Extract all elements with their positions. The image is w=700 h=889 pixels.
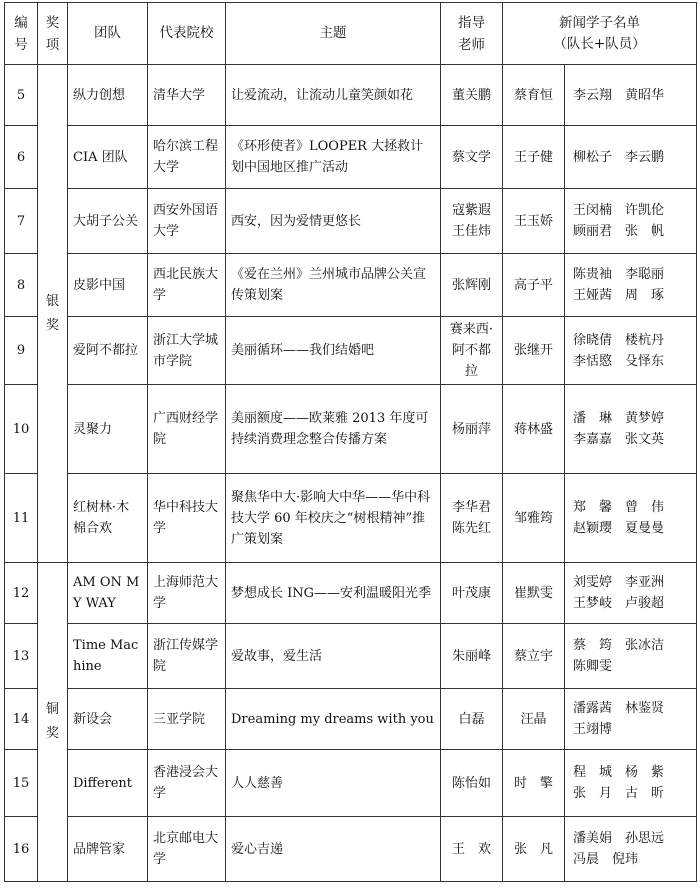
row-num: 6 bbox=[5, 126, 38, 189]
row-theme: 西安，因为爱情更悠长 bbox=[226, 189, 441, 254]
row-teacher: 张辉刚 bbox=[441, 254, 503, 317]
row-leader: 邹雅筠 bbox=[503, 474, 565, 563]
row-theme: 《环形使者》LOOPER 大拯救计划中国地区推广活动 bbox=[226, 126, 441, 189]
row-school: 香港浸会大学 bbox=[148, 750, 226, 817]
header-teacher: 指导老师 bbox=[441, 3, 503, 65]
row-leader: 张 凡 bbox=[503, 817, 565, 882]
table-row bbox=[5, 563, 697, 624]
row-school: 上海师范大学 bbox=[148, 563, 226, 624]
row-leader: 蒋林盛 bbox=[503, 385, 565, 474]
row-teacher: 寇紫遐 王佳炜 bbox=[441, 189, 503, 254]
row-num: 10 bbox=[5, 385, 38, 474]
row-num: 8 bbox=[5, 254, 38, 317]
table-row bbox=[5, 317, 697, 385]
row-teacher: 李华君 陈先红 bbox=[441, 474, 503, 563]
table-row bbox=[5, 126, 697, 189]
row-theme: 梦想成长 ING——安利温暖阳光季 bbox=[226, 563, 441, 624]
header-row bbox=[5, 3, 697, 65]
row-theme: 美丽额度——欧莱雅 2013 年度可持续消费理念整合传播方案 bbox=[226, 385, 441, 474]
header-num: 编号 bbox=[5, 3, 38, 65]
row-leader: 蔡育恒 bbox=[503, 65, 565, 126]
row-theme: 爱心吉递 bbox=[226, 817, 441, 882]
row-leader: 蔡立宇 bbox=[503, 624, 565, 689]
row-theme: 爱故事，爱生活 bbox=[226, 624, 441, 689]
table-row bbox=[5, 65, 697, 126]
row-members: 郑 馨 曾 伟 赵颖璎 夏曼曼 bbox=[565, 474, 697, 563]
row-members: 刘雯婷 李亚洲 王梦岐 卢骏超 bbox=[565, 563, 697, 624]
table-row bbox=[5, 689, 697, 750]
row-members: 王闵楠 许凯伦 顾丽君 张 帆 bbox=[565, 189, 697, 254]
row-leader: 王子健 bbox=[503, 126, 565, 189]
row-theme: Dreaming my dreams with you bbox=[226, 689, 441, 750]
row-team: 灵聚力 bbox=[68, 385, 148, 474]
row-num: 9 bbox=[5, 317, 38, 385]
header-team: 团队 bbox=[68, 3, 148, 65]
header-students-title: 新闻学子名单 bbox=[559, 14, 640, 31]
row-num: 11 bbox=[5, 474, 38, 563]
row-num: 5 bbox=[5, 65, 38, 126]
row-num: 13 bbox=[5, 624, 38, 689]
award-silver: 银奖 bbox=[38, 65, 68, 563]
row-num: 12 bbox=[5, 563, 38, 624]
row-team: 大胡子公关 bbox=[68, 189, 148, 254]
row-teacher: 叶茂康 bbox=[441, 563, 503, 624]
header-theme: 主题 bbox=[226, 3, 441, 65]
row-num: 14 bbox=[5, 689, 38, 750]
row-members: 李云翔 黄昭华 bbox=[565, 65, 697, 126]
row-school: 北京邮电大学 bbox=[148, 817, 226, 882]
row-leader: 张继开 bbox=[503, 317, 565, 385]
table-row bbox=[5, 385, 697, 474]
row-teacher: 朱丽峰 bbox=[441, 624, 503, 689]
row-school: 华中科技大学 bbox=[148, 474, 226, 563]
table-row bbox=[5, 750, 697, 817]
row-teacher: 白磊 bbox=[441, 689, 503, 750]
table-row bbox=[5, 817, 697, 882]
row-members: 程 城 杨 紫 张 月 古 昕 bbox=[565, 750, 697, 817]
table-row bbox=[5, 624, 697, 689]
row-team: Different bbox=[68, 750, 148, 817]
row-team: 爱阿不都拉 bbox=[68, 317, 148, 385]
row-team: 纵力创想 bbox=[68, 65, 148, 126]
header-school: 代表院校 bbox=[148, 3, 226, 65]
row-team: Time Machine bbox=[68, 624, 148, 689]
row-school: 哈尔滨工程大学 bbox=[148, 126, 226, 189]
row-teacher: 蔡文学 bbox=[441, 126, 503, 189]
row-members: 徐晓倩 楼杭丹 李恬愍 殳怿东 bbox=[565, 317, 697, 385]
row-members: 陈贵袖 李聪丽 王娅茜 周 琢 bbox=[565, 254, 697, 317]
row-teacher: 杨丽萍 bbox=[441, 385, 503, 474]
row-school: 清华大学 bbox=[148, 65, 226, 126]
row-members: 蔡 筠 张冰洁 陈卿雯 bbox=[565, 624, 697, 689]
row-team: CIA 团队 bbox=[68, 126, 148, 189]
row-team: AM ON MY WAY bbox=[68, 563, 148, 624]
row-theme: 《爱在兰州》兰州城市品牌公关宣传策划案 bbox=[226, 254, 441, 317]
row-team: 新设会 bbox=[68, 689, 148, 750]
award-bronze: 铜奖 bbox=[38, 563, 68, 882]
row-leader: 汪晶 bbox=[503, 689, 565, 750]
row-members: 潘露茜 林鉴贤 王翊博 bbox=[565, 689, 697, 750]
row-leader: 时 擎 bbox=[503, 750, 565, 817]
row-members: 柳松子 李云鹏 bbox=[565, 126, 697, 189]
row-teacher: 陈怡如 bbox=[441, 750, 503, 817]
header-students-sub: （队长+队员） bbox=[553, 35, 646, 52]
row-leader: 崔默雯 bbox=[503, 563, 565, 624]
table-row bbox=[5, 474, 697, 563]
row-leader: 高子平 bbox=[503, 254, 565, 317]
row-teacher: 赛来西·阿不都拉 bbox=[441, 317, 503, 385]
header-award: 奖项 bbox=[38, 3, 68, 65]
row-school: 西北民族大学 bbox=[148, 254, 226, 317]
row-school: 浙江传媒学院 bbox=[148, 624, 226, 689]
header-students bbox=[503, 3, 697, 65]
table-row bbox=[5, 254, 697, 317]
award-table bbox=[4, 2, 697, 882]
row-members: 潘美娟 孙思远 冯晨 倪玮 bbox=[565, 817, 697, 882]
row-school: 西安外国语大学 bbox=[148, 189, 226, 254]
row-num: 16 bbox=[5, 817, 38, 882]
row-school: 广西财经学院 bbox=[148, 385, 226, 474]
row-school: 浙江大学城市学院 bbox=[148, 317, 226, 385]
row-team: 品牌管家 bbox=[68, 817, 148, 882]
row-num: 15 bbox=[5, 750, 38, 817]
row-members: 潘 琳 黄梦婷 李嘉嘉 张文英 bbox=[565, 385, 697, 474]
row-team: 红树林·木棉合欢 bbox=[68, 474, 148, 563]
row-theme: 聚焦华中大·影响大中华——华中科技大学 60 年校庆之“树根精神”推广策划案 bbox=[226, 474, 441, 563]
row-num: 7 bbox=[5, 189, 38, 254]
row-theme: 让爱流动，让流动儿童笑颜如花 bbox=[226, 65, 441, 126]
row-theme: 美丽循环——我们结婚吧 bbox=[226, 317, 441, 385]
row-team: 皮影中国 bbox=[68, 254, 148, 317]
row-teacher: 王 欢 bbox=[441, 817, 503, 882]
row-teacher: 董关鹏 bbox=[441, 65, 503, 126]
row-leader: 王玉娇 bbox=[503, 189, 565, 254]
row-theme: 人人慈善 bbox=[226, 750, 441, 817]
table-row bbox=[5, 189, 697, 254]
row-school: 三亚学院 bbox=[148, 689, 226, 750]
